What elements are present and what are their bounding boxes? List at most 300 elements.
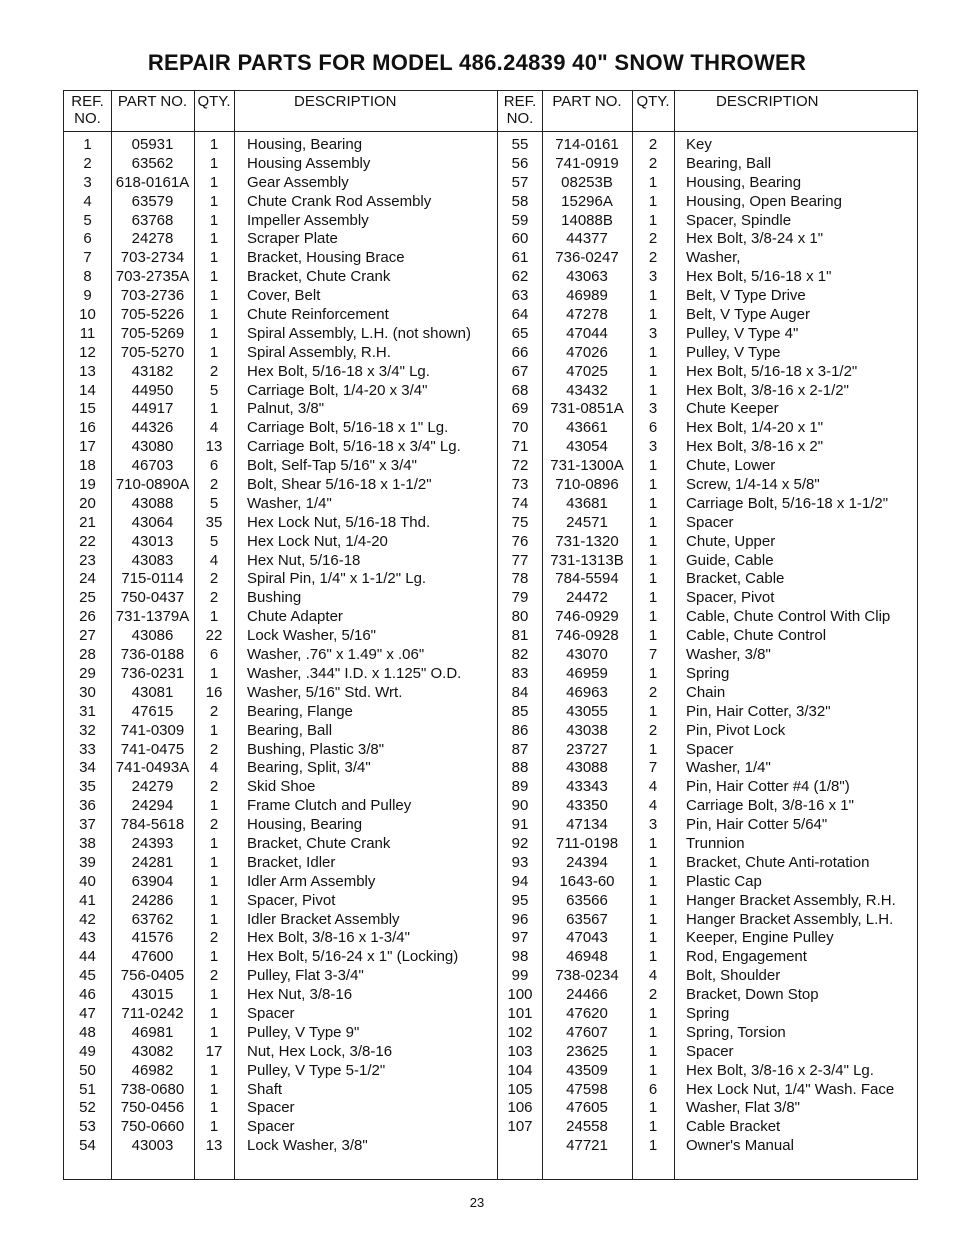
table-row <box>498 1043 917 1062</box>
quantity-cell: 4 <box>209 551 219 569</box>
description-cell: Washer, 1/4" <box>247 494 332 512</box>
part-number-cell: 46963 <box>566 683 608 701</box>
part-number-cell: 756-0405 <box>120 967 185 985</box>
table-row <box>498 212 917 231</box>
quantity-cell: 1 <box>209 249 219 267</box>
table-row <box>498 1062 917 1081</box>
ref-cell: 41 <box>79 891 96 909</box>
quantity-cell: 1 <box>209 173 219 191</box>
part-number-cell: 736-0188 <box>120 646 185 664</box>
table-row <box>64 363 497 382</box>
description-cell: Spring <box>686 664 730 682</box>
table-row <box>64 722 497 741</box>
table-row <box>498 1005 917 1024</box>
table-row <box>64 457 497 476</box>
table-row <box>64 344 497 363</box>
part-number-cell: 63762 <box>131 910 174 928</box>
quantity-cell: 2 <box>648 683 658 701</box>
description-cell: Hex Bolt, 5/16-18 x 1" <box>686 268 832 286</box>
description-cell: Spacer <box>686 513 734 531</box>
ref-cell: 21 <box>79 513 96 531</box>
description-cell: Bolt, Self-Tap 5/16" x 3/4" <box>247 457 417 475</box>
quantity-cell: 3 <box>648 438 658 456</box>
ref-cell: 37 <box>79 816 96 834</box>
ref-cell: 88 <box>511 759 529 777</box>
quantity-cell: 1 <box>209 891 219 909</box>
description-cell: Cable, Chute Control <box>686 627 827 645</box>
quantity-cell: 4 <box>209 419 219 437</box>
description-cell: Pulley, V Type 9" <box>247 1023 360 1041</box>
description-cell: Washer, .76" x 1.49" x .06" <box>247 646 425 664</box>
ref-cell: 99 <box>511 967 529 985</box>
part-number-cell: 731-1379A <box>115 608 190 626</box>
description-cell: Scraper Plate <box>247 230 338 248</box>
table-row <box>498 741 917 760</box>
ref-cell: 34 <box>79 759 96 777</box>
ref-cell: 7 <box>83 249 92 267</box>
ref-cell: 58 <box>511 192 529 210</box>
ref-cell: 51 <box>79 1080 96 1098</box>
ref-cell: 42 <box>79 910 96 928</box>
part-number-cell: 47721 <box>566 1137 608 1155</box>
part-number-cell: 47598 <box>566 1080 608 1098</box>
table-row <box>64 570 497 589</box>
table-row <box>498 363 917 382</box>
quantity-cell: 1 <box>209 1061 219 1079</box>
quantity-cell: 2 <box>209 816 219 834</box>
description-cell: Hex Nut, 5/16-18 <box>247 551 361 569</box>
table-row <box>498 495 917 514</box>
description-cell: Hex Bolt, 5/16-18 x 3-1/2" <box>686 362 858 380</box>
description-cell: Spacer, Pivot <box>686 589 775 607</box>
table-row <box>498 759 917 778</box>
ref-cell: 27 <box>79 627 96 645</box>
ref-cell: 103 <box>507 1042 533 1060</box>
description-cell: Washer, .344" I.D. x 1.125" O.D. <box>247 664 462 682</box>
quantity-cell: 6 <box>209 457 219 475</box>
table-row <box>498 193 917 212</box>
quantity-cell: 1 <box>209 664 219 682</box>
table-row <box>498 589 917 608</box>
description-cell: Spacer, Pivot <box>247 891 336 909</box>
ref-cell: 20 <box>79 494 96 512</box>
table-body <box>498 136 917 1156</box>
table-row <box>64 533 497 552</box>
quantity-cell: 6 <box>648 1080 658 1098</box>
part-number-cell: 44377 <box>566 230 608 248</box>
description-cell: Spacer <box>247 1099 295 1117</box>
description-cell: Hex Bolt, 5/16-24 x 1" (Locking) <box>247 948 459 966</box>
part-number-cell: 746-0929 <box>555 608 619 626</box>
table-row <box>64 268 497 287</box>
table-row <box>498 816 917 835</box>
table-row <box>64 892 497 911</box>
ref-cell: 60 <box>511 230 529 248</box>
part-number-cell: 43070 <box>566 646 608 664</box>
part-number-cell: 736-0247 <box>555 249 619 267</box>
quantity-cell: 1 <box>648 1099 658 1117</box>
quantity-cell: 2 <box>648 249 658 267</box>
quantity-cell: 1 <box>648 476 658 494</box>
part-number-cell: 24571 <box>566 513 608 531</box>
part-number-cell: 46948 <box>566 948 608 966</box>
description-cell: Hex Bolt, 3/8-16 x 2-1/2" <box>686 381 849 399</box>
quantity-cell: 2 <box>209 702 219 720</box>
table-row <box>64 438 497 457</box>
quantity-cell: 4 <box>209 759 219 777</box>
part-number-cell: 703-2735A <box>115 268 190 286</box>
part-number-cell: 24558 <box>566 1118 608 1136</box>
part-number-cell: 750-0456 <box>120 1099 185 1117</box>
table-row <box>498 835 917 854</box>
parts-table-left <box>63 90 498 1180</box>
table-row <box>498 287 917 306</box>
ref-cell: 44 <box>79 948 96 966</box>
part-number-cell: 44917 <box>131 400 174 418</box>
part-number-cell: 714-0161 <box>555 136 619 153</box>
table-row <box>64 495 497 514</box>
quantity-cell: 2 <box>209 362 219 380</box>
part-number-cell: 46981 <box>131 1023 174 1041</box>
ref-cell: 72 <box>511 457 529 475</box>
part-number-cell: 741-0309 <box>120 721 185 739</box>
part-number-cell: 47600 <box>131 948 174 966</box>
part-number-cell: 46959 <box>566 664 608 682</box>
header-part: PART NO. <box>117 93 188 110</box>
table-row <box>64 249 497 268</box>
ref-cell: 30 <box>79 683 96 701</box>
table-row <box>64 873 497 892</box>
table-row <box>498 873 917 892</box>
quantity-cell: 1 <box>209 853 219 871</box>
ref-cell: 53 <box>79 1118 96 1136</box>
quantity-cell: 1 <box>648 532 658 550</box>
quantity-cell: 2 <box>209 740 219 758</box>
part-number-cell: 63579 <box>131 192 174 210</box>
quantity-cell: 2 <box>209 570 219 588</box>
description-cell: Spring <box>686 1004 730 1022</box>
description-cell: Idler Bracket Assembly <box>247 910 400 928</box>
ref-cell: 77 <box>511 551 529 569</box>
part-number-cell: 43082 <box>131 1042 174 1060</box>
table-row <box>498 1137 917 1156</box>
table-row <box>498 268 917 287</box>
quantity-cell: 1 <box>648 1118 658 1136</box>
description-cell: Bracket, Down Stop <box>686 986 819 1004</box>
quantity-cell: 1 <box>648 1061 658 1079</box>
part-number-cell: 08253B <box>561 173 613 191</box>
quantity-cell: 7 <box>648 646 658 664</box>
quantity-cell: 1 <box>209 211 219 229</box>
quantity-cell: 1 <box>648 627 658 645</box>
part-number-cell: 741-0493A <box>115 759 190 777</box>
ref-cell: 48 <box>79 1023 96 1041</box>
quantity-cell: 1 <box>648 457 658 475</box>
ref-cell: 28 <box>79 646 96 664</box>
table-row <box>64 419 497 438</box>
page-title: REPAIR PARTS FOR MODEL 486.24839 40" SNOW THROWER <box>147 50 807 75</box>
quantity-cell: 2 <box>648 230 658 248</box>
quantity-cell: 1 <box>648 551 658 569</box>
quantity-cell: 1 <box>648 853 658 871</box>
quantity-cell: 1 <box>209 230 219 248</box>
quantity-cell: 1 <box>209 287 219 305</box>
part-number-cell: 750-0437 <box>120 589 185 607</box>
ref-cell: 80 <box>511 608 529 626</box>
description-cell: Bracket, Cable <box>686 570 785 588</box>
description-cell: Hex Bolt, 3/8-24 x 1" <box>686 230 824 248</box>
part-number-cell: 24286 <box>131 891 174 909</box>
description-cell: Skid Shoe <box>247 778 316 796</box>
quantity-cell: 6 <box>648 419 658 437</box>
part-number-cell: 47043 <box>566 929 608 947</box>
part-number-cell: 47044 <box>566 324 608 342</box>
quantity-cell: 1 <box>648 608 658 626</box>
part-number-cell: 1643-60 <box>559 872 615 890</box>
description-cell: Hex Bolt, 3/8-16 x 2-3/4" Lg. <box>686 1061 874 1079</box>
ref-cell: 40 <box>79 872 96 890</box>
table-row <box>498 174 917 193</box>
description-cell: Pin, Hair Cotter 5/64" <box>686 816 828 834</box>
description-cell: Rod, Engagement <box>686 948 807 966</box>
description-cell: Plastic Cap <box>686 872 762 890</box>
description-cell: Impeller Assembly <box>247 211 369 229</box>
table-row <box>64 400 497 419</box>
quantity-cell: 1 <box>648 1023 658 1041</box>
part-number-cell: 24472 <box>566 589 608 607</box>
description-cell: Hex Bolt, 3/8-16 x 2" <box>686 438 824 456</box>
header-part: PART NO. <box>552 93 622 110</box>
part-number-cell: 43681 <box>566 494 608 512</box>
ref-cell: 75 <box>511 513 529 531</box>
description-cell: Lock Washer, 3/8" <box>247 1137 368 1155</box>
quantity-cell: 1 <box>209 948 219 966</box>
ref-cell: 84 <box>511 683 529 701</box>
quantity-cell: 1 <box>648 872 658 890</box>
description-cell: Pulley, V Type 4" <box>686 324 799 342</box>
table-row <box>64 759 497 778</box>
description-cell: Washer, 3/8" <box>686 646 771 664</box>
table-row <box>64 1005 497 1024</box>
quantity-cell: 1 <box>209 1080 219 1098</box>
part-number-cell: 24278 <box>131 230 174 248</box>
quantity-cell: 1 <box>209 154 219 172</box>
quantity-cell: 13 <box>205 1137 223 1155</box>
table-row <box>64 1081 497 1100</box>
quantity-cell: 13 <box>205 438 223 456</box>
description-cell: Housing, Bearing <box>247 136 363 153</box>
ref-cell: 33 <box>79 740 96 758</box>
quantity-cell: 1 <box>648 1042 658 1060</box>
parts-table-right <box>497 90 918 1180</box>
ref-cell: 23 <box>79 551 96 569</box>
ref-cell: 79 <box>511 589 529 607</box>
quantity-cell: 16 <box>205 683 223 701</box>
part-number-cell: 784-5594 <box>555 570 619 588</box>
description-cell: Bearing, Ball <box>247 721 333 739</box>
description-cell: Spacer <box>247 1118 295 1136</box>
description-cell: Carriage Bolt, 5/16-18 x 1" Lg. <box>247 419 449 437</box>
description-cell: Cover, Belt <box>247 287 321 305</box>
description-cell: Nut, Hex Lock, 3/8-16 <box>247 1042 393 1060</box>
page-number: 23 <box>469 1195 485 1210</box>
quantity-cell: 1 <box>209 1023 219 1041</box>
part-number-cell: 43088 <box>131 494 174 512</box>
ref-cell: 17 <box>79 438 96 456</box>
ref-cell: 3 <box>83 173 92 191</box>
table-row <box>64 911 497 930</box>
description-cell: Bushing <box>247 589 302 607</box>
part-number-cell: 47025 <box>566 362 608 380</box>
description-cell: Guide, Cable <box>686 551 774 569</box>
ref-cell: 67 <box>511 362 529 380</box>
table-row <box>64 1137 497 1156</box>
quantity-cell: 1 <box>209 797 219 815</box>
quantity-cell: 1 <box>209 1004 219 1022</box>
description-cell: Pulley, V Type 5-1/2" <box>247 1061 386 1079</box>
table-row <box>498 608 917 627</box>
ref-cell: 73 <box>511 476 529 494</box>
table-row <box>498 646 917 665</box>
part-number-cell: 46989 <box>566 287 608 305</box>
description-cell: Palnut, 3/8" <box>247 400 325 418</box>
header-ref: REF. NO. <box>503 93 537 127</box>
quantity-cell: 35 <box>205 513 223 531</box>
table-row <box>64 1099 497 1118</box>
ref-cell: 52 <box>79 1099 96 1117</box>
part-number-cell: 43003 <box>131 1137 174 1155</box>
ref-cell: 96 <box>511 910 529 928</box>
table-row <box>64 703 497 722</box>
ref-cell: 101 <box>507 1004 533 1022</box>
table-row <box>64 382 497 401</box>
quantity-cell: 5 <box>209 494 219 512</box>
ref-cell: 6 <box>83 230 92 248</box>
ref-cell: 15 <box>79 400 96 418</box>
ref-cell: 35 <box>79 778 96 796</box>
ref-cell: 85 <box>511 702 529 720</box>
part-number-cell: 711-0242 <box>121 1004 184 1022</box>
ref-cell: 46 <box>79 986 96 1004</box>
description-cell: Hex Bolt, 1/4-20 x 1" <box>686 419 824 437</box>
table-row <box>64 306 497 325</box>
description-cell: Hex Nut, 3/8-16 <box>247 986 353 1004</box>
ref-cell: 11 <box>79 324 96 342</box>
description-cell: Carriage Bolt, 1/4-20 x 3/4" <box>247 381 428 399</box>
ref-cell: 62 <box>511 268 529 286</box>
table-row <box>64 684 497 703</box>
table-row <box>498 230 917 249</box>
quantity-cell: 5 <box>209 532 219 550</box>
quantity-cell: 1 <box>648 948 658 966</box>
ref-cell: 36 <box>79 797 96 815</box>
quantity-cell: 1 <box>209 324 219 342</box>
quantity-cell: 3 <box>648 268 658 286</box>
quantity-cell: 1 <box>209 1118 219 1136</box>
part-number-cell: 43343 <box>566 778 608 796</box>
part-number-cell: 731-1313B <box>550 551 624 569</box>
part-number-cell: 618-0161A <box>115 173 190 191</box>
table-row <box>498 778 917 797</box>
quantity-cell: 1 <box>648 702 658 720</box>
ref-cell: 31 <box>79 702 96 720</box>
ref-cell: 25 <box>79 589 96 607</box>
description-cell: Bracket, Idler <box>247 853 336 871</box>
ref-cell: 43 <box>79 929 96 947</box>
table-row <box>64 741 497 760</box>
quantity-cell: 1 <box>648 1137 658 1155</box>
ref-cell: 29 <box>79 664 96 682</box>
ref-cell: 32 <box>79 721 96 739</box>
table-row <box>64 136 497 155</box>
ref-cell: 69 <box>511 400 529 418</box>
part-number-cell: 63768 <box>131 211 174 229</box>
quantity-cell: 1 <box>648 513 658 531</box>
quantity-cell: 2 <box>209 778 219 796</box>
quantity-cell: 1 <box>648 910 658 928</box>
table-row <box>64 1118 497 1137</box>
description-cell: Hanger Bracket Assembly, L.H. <box>686 910 894 928</box>
table-row <box>498 665 917 684</box>
description-cell: Screw, 1/4-14 x 5/8" <box>686 476 820 494</box>
table-row <box>64 835 497 854</box>
table-row <box>498 986 917 1005</box>
part-number-cell: 703-2736 <box>120 287 185 305</box>
description-cell: Bearing, Ball <box>686 154 772 172</box>
ref-cell: 19 <box>79 476 96 494</box>
ref-cell: 59 <box>511 211 529 229</box>
description-cell: Housing Assembly <box>247 154 371 172</box>
description-cell: Washer, 1/4" <box>686 759 771 777</box>
ref-cell: 9 <box>83 287 92 305</box>
quantity-cell: 2 <box>648 721 658 739</box>
ref-cell: 82 <box>511 646 529 664</box>
description-cell: Bushing, Plastic 3/8" <box>247 740 385 758</box>
quantity-cell: 1 <box>648 381 658 399</box>
table-row <box>498 136 917 155</box>
ref-cell: 76 <box>511 532 529 550</box>
quantity-cell: 1 <box>648 1004 658 1022</box>
ref-cell: 102 <box>507 1023 533 1041</box>
ref-cell: 105 <box>507 1080 533 1098</box>
ref-cell: 107 <box>507 1118 533 1136</box>
part-number-cell: 705-5226 <box>120 306 185 324</box>
quantity-cell: 1 <box>648 173 658 191</box>
table-row <box>498 382 917 401</box>
part-number-cell: 703-2734 <box>120 249 185 267</box>
part-number-cell: 15296A <box>561 192 613 210</box>
quantity-cell: 2 <box>209 967 219 985</box>
part-number-cell: 738-0234 <box>555 967 619 985</box>
table-row <box>64 514 497 533</box>
ref-cell: 90 <box>511 797 529 815</box>
description-cell: Hanger Bracket Assembly, R.H. <box>686 891 896 909</box>
ref-cell: 18 <box>79 457 96 475</box>
table-row <box>498 306 917 325</box>
ref-cell: 83 <box>511 664 529 682</box>
ref-cell: 64 <box>511 306 529 324</box>
ref-cell: 26 <box>79 608 96 626</box>
quantity-cell: 1 <box>209 343 219 361</box>
quantity-cell: 6 <box>209 646 219 664</box>
ref-cell: 12 <box>79 343 96 361</box>
description-cell: Spacer <box>686 740 734 758</box>
table-row <box>64 797 497 816</box>
table-row <box>498 911 917 930</box>
description-cell: Cable, Chute Control With Clip <box>686 608 891 626</box>
ref-cell: 2 <box>83 154 92 172</box>
table-row <box>64 174 497 193</box>
